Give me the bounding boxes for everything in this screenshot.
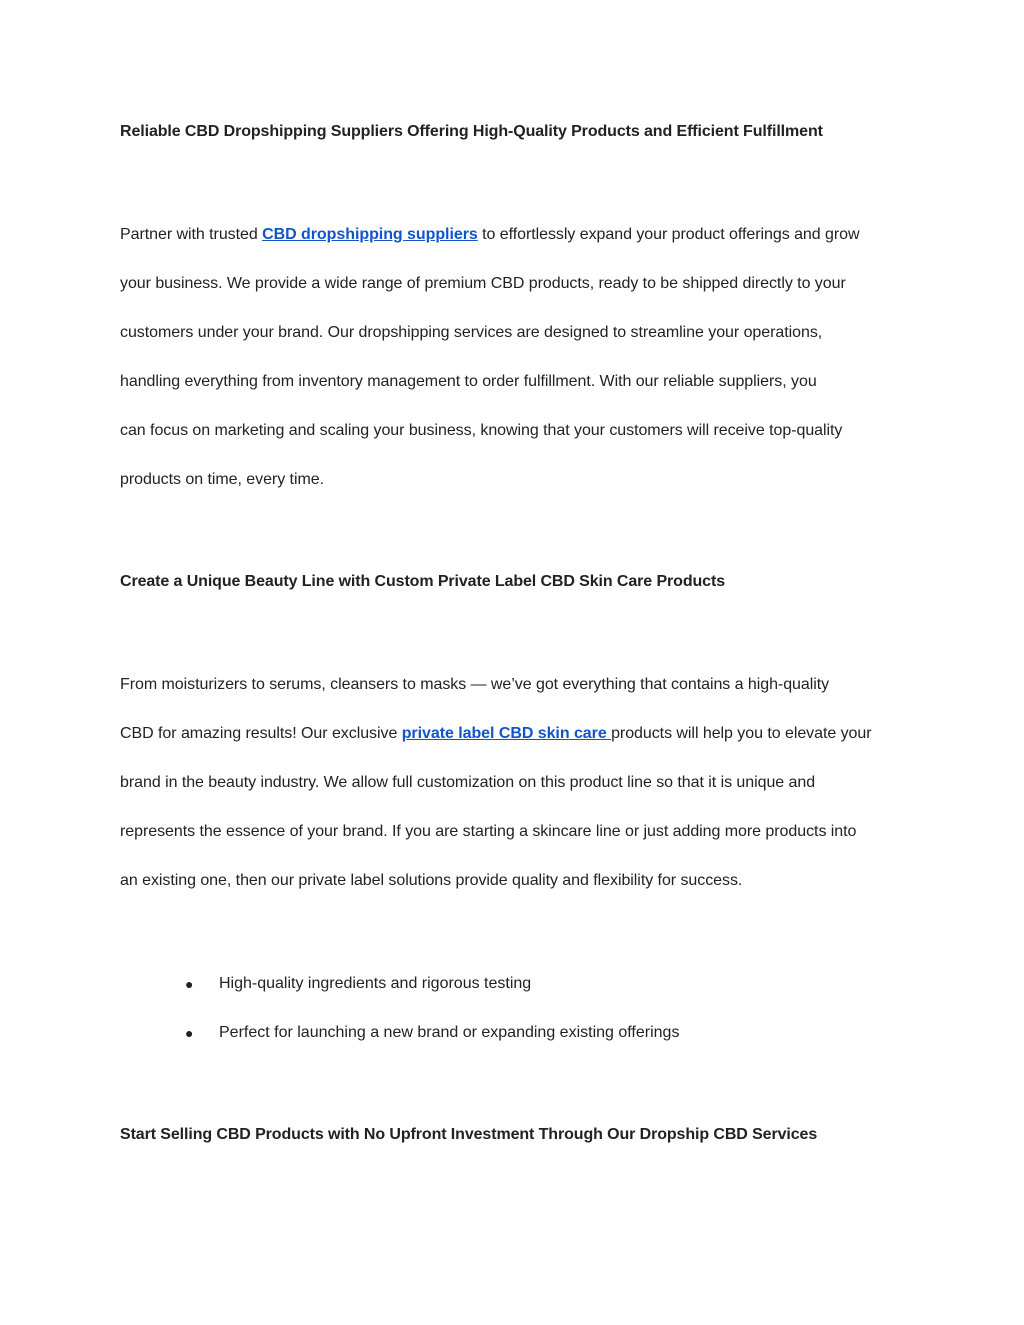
paragraph-line: From moisturizers to serums, cleansers to masks — we’ve got everything that contains a high-quality: [120, 676, 830, 693]
paragraph-line: represents the essence of your brand. If you are starting a skincare line or just adding more products into: [120, 823, 857, 840]
paragraph-dropshipping: [120, 210, 920, 504]
list-item-text: High-quality ingredients and rigorous testing: [219, 975, 532, 992]
paragraph-line: products on time, every time.: [120, 471, 324, 488]
paragraph-line: CBD for amazing results! Our exclusive private label CBD skin care products will help you to elevate your: [120, 725, 872, 742]
paragraph-line: can focus on marketing and scaling your business, knowing that your customers will receive top-quality: [120, 422, 843, 439]
heading-dropship-cbd-services: Start Selling CBD Products with No Upfront Investment Through Our Dropship CBD Services: [120, 1126, 818, 1143]
list-item-text: Perfect for launching a new brand or expanding existing offerings: [219, 1024, 680, 1041]
heading-private-label-skin-care: Create a Unique Beauty Line with Custom Private Label CBD Skin Care Products: [120, 573, 725, 590]
paragraph-line: your business. We provide a wide range of premium CBD products, ready to be shipped directly to your: [120, 275, 846, 292]
list-item: [185, 1022, 885, 1071]
paragraph-line: brand in the beauty industry. We allow full customization on this product line so that it is unique and: [120, 774, 816, 791]
list-item: [185, 973, 885, 1022]
bullet-icon: ●: [185, 1025, 194, 1041]
bullet-icon: ●: [185, 976, 194, 992]
paragraph-line: Partner with trusted CBD dropshipping suppliers to effortlessly expand your product offerings and grow: [120, 226, 860, 243]
heading-dropshipping-suppliers: Reliable CBD Dropshipping Suppliers Offering High-Quality Products and Efficient Fulfillment: [120, 123, 823, 140]
private-label-cbd-skin-care-link[interactable]: private label CBD skin care: [401, 725, 612, 742]
paragraph-line: customers under your brand. Our dropshipping services are designed to streamline your operations,: [120, 324, 823, 341]
paragraph-skin-care: [120, 660, 920, 905]
paragraph-line: an existing one, then our private label solutions provide quality and flexibility for success.: [120, 872, 743, 889]
feature-bullet-list: [185, 973, 885, 1071]
paragraph-line: handling everything from inventory management to order fulfillment. With our reliable suppliers, you: [120, 373, 817, 390]
cbd-dropshipping-suppliers-link[interactable]: CBD dropshipping suppliers: [262, 226, 478, 243]
